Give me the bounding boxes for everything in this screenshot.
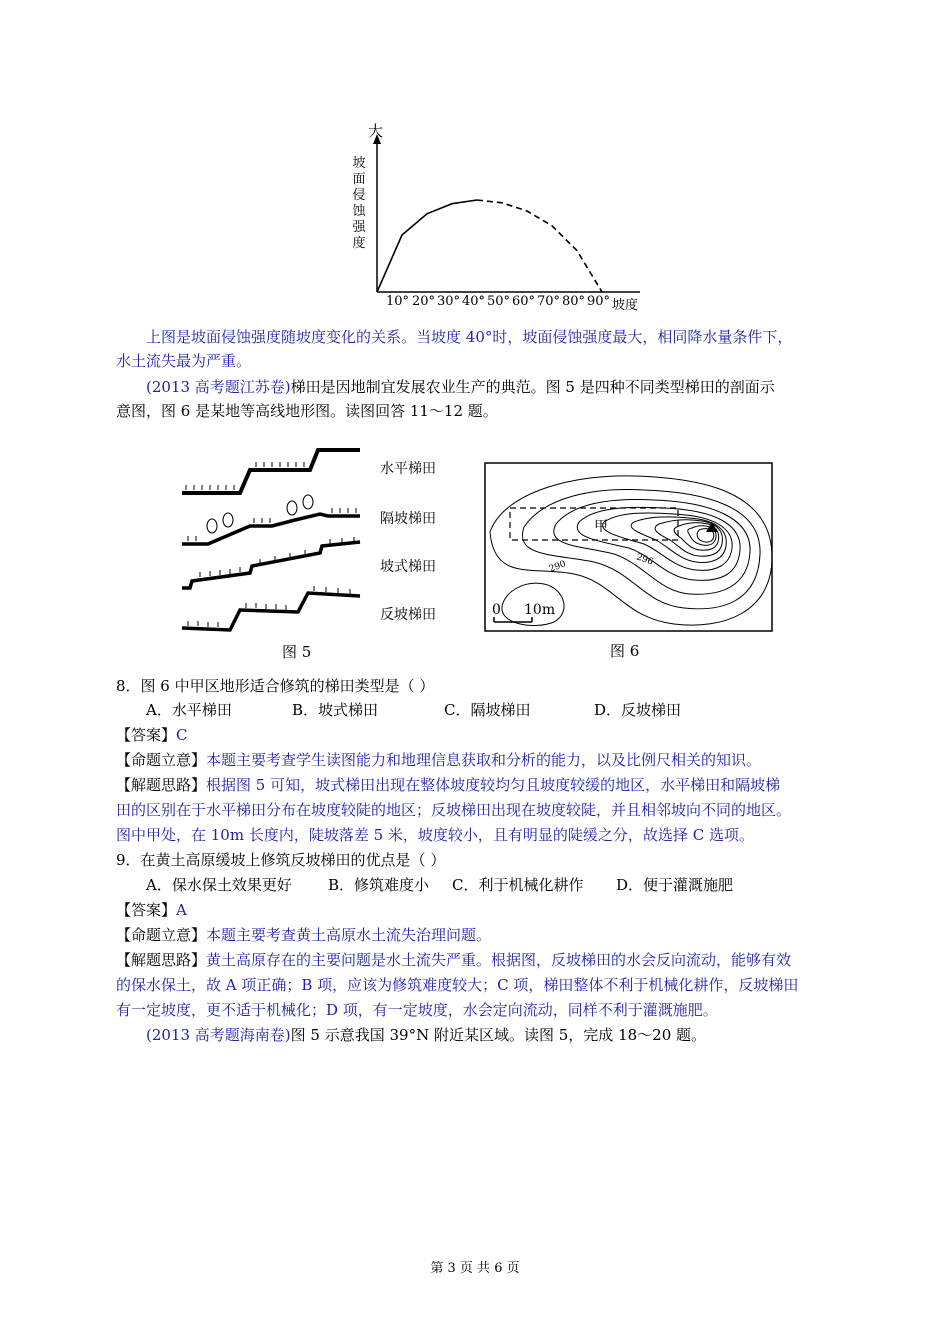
x-tick: 80° <box>562 294 586 309</box>
q8-option-a: A．水平梯田 <box>146 701 232 719</box>
q8-idea-line2: 田的区别在于水平梯田分布在坡度较陡的地区；反坡梯田出现在坡度较陡，并且相邻坡向不同的地区。 <box>116 801 792 819</box>
q8-idea-line1 <box>116 775 780 795</box>
final-intro <box>146 1025 706 1045</box>
q9-idea-line1 <box>116 950 791 970</box>
answer-tag: 【答案】 <box>116 726 177 744</box>
label-reverse-terrace: 反坡梯田 <box>380 607 436 623</box>
erosion-chart-svg <box>340 120 660 320</box>
x-ticks <box>340 294 660 314</box>
q9-option-d: D．便于灌溉施肥 <box>616 876 734 894</box>
label-level-terrace: 水平梯田 <box>380 461 436 477</box>
terrace-profiles-svg <box>180 448 380 638</box>
q8-idea-line3: 图中甲处，在 10m 长度内，陡坡落差 5 米，坡度较小，且有明显的陡缓之分，故选择 C 选项。 <box>116 826 754 844</box>
y-char: 度 <box>352 236 366 251</box>
x-tick: 20° <box>412 294 436 309</box>
q8-answer <box>116 725 188 745</box>
y-axis-label <box>350 156 368 252</box>
x-label: 坡度 <box>612 298 639 313</box>
q8-intent <box>116 750 761 770</box>
contour-label-290: 290 <box>547 559 568 575</box>
intent-tag: 【命题立意】 <box>116 751 207 769</box>
scale-10m: 10m <box>524 602 556 618</box>
intro-line2: 意图，图 6 是某地等高线地形图。读图回答 11～12 题。 <box>116 402 498 420</box>
jia-label: 甲 <box>594 519 608 535</box>
contour-label-296: 296 <box>634 552 655 568</box>
x-tick: 70° <box>537 294 561 309</box>
final-text: 图 5 示意我国 39°N 附近某区域。读图 5，完成 18～20 题。 <box>290 1026 707 1044</box>
intro-text: 梯田是因地制宜发展农业生产的典范。图 5 是四种不同类型梯田的剖面示 <box>290 378 775 396</box>
x-tick: 40° <box>462 294 486 309</box>
curve-dashed <box>477 200 602 292</box>
intent-text: 本题主要考查学生读图能力和地理信息获取和分析的能力，以及比例尺相关的知识。 <box>206 751 762 769</box>
level-terrace-profile <box>182 448 360 493</box>
idea-text: 黄土高原存在的主要问题是水土流失严重。根据图，反坡梯田的水会反向流动，能够有效 <box>206 951 792 969</box>
q9-option-a: A．保水保土效果更好 <box>146 876 292 894</box>
y-char: 强 <box>352 220 366 235</box>
q9-idea-line3: 有一定坡度，更不适于机械化；D 项，有一定坡度，水会定向流动，同样不利于灌溉施肥。 <box>116 1001 718 1019</box>
intro-line1 <box>146 377 775 397</box>
y-char: 侵 <box>352 188 366 203</box>
label-spaced-terrace: 隔坡梯田 <box>380 511 436 527</box>
figure-5-caption: 图 5 <box>282 643 312 661</box>
curve-solid <box>377 200 477 292</box>
figure-6 <box>484 462 774 667</box>
intent-text: 本题主要考查黄土高原水土流失治理问题。 <box>206 926 492 944</box>
x-tick: 60° <box>512 294 536 309</box>
q8-option-b: B．坡式梯田 <box>292 701 379 719</box>
q9-intent <box>116 925 491 945</box>
reverse-terrace-profile <box>182 586 360 630</box>
erosion-slope-chart <box>340 120 660 320</box>
answer-tag: 【答案】 <box>116 901 177 919</box>
q8-options <box>146 700 706 720</box>
para1-line1: 上图是坡面侵蚀强度随坡度变化的关系。当坡度 40°时，坡面侵蚀强度最大，相同降水量条件下， <box>146 328 793 346</box>
spaced-terrace-profile <box>182 495 360 544</box>
intro-source: (2013 高考题江苏卷) <box>146 378 291 396</box>
para1-line2: 水土流失最为严重。 <box>116 352 252 370</box>
q9-option-b: B．修筑难度小 <box>328 876 430 894</box>
x-tick: 50° <box>487 294 511 309</box>
idea-tag: 【解题思路】 <box>116 951 207 969</box>
y-char: 蚀 <box>352 204 366 219</box>
scale-zero: 0 <box>492 602 501 618</box>
page-footer: 第 3 页 共 6 页 <box>430 1261 520 1276</box>
q9-stem: 9．在黄土高原缓坡上修筑反坡梯田的优点是（ ） <box>116 851 446 869</box>
q8-option-d: D．反坡梯田 <box>594 701 682 719</box>
q9-option-c: C．利于机械化耕作 <box>452 876 584 894</box>
intent-tag: 【命题立意】 <box>116 926 207 944</box>
x-tick: 30° <box>437 294 461 309</box>
answer-value: C <box>176 726 188 744</box>
label-sloped-terrace: 坡式梯田 <box>380 559 436 575</box>
x-tick: 10° <box>386 294 410 309</box>
q8-option-c: C．隔坡梯田 <box>444 701 531 719</box>
y-char: 坡 <box>352 156 366 171</box>
idea-tag: 【解题思路】 <box>116 776 207 794</box>
figure-6-caption: 图 6 <box>610 642 640 660</box>
y-char: 面 <box>352 172 366 187</box>
final-source: (2013 高考题海南卷) <box>146 1026 291 1044</box>
q9-idea-line2: 的保水保土，故 A 项正确；B 项，应该为修筑难度较大；C 项，梯田整体不利于机械化耕作，反坡梯田 <box>116 976 799 994</box>
q8-stem: 8．图 6 中甲区地形适合修筑的梯田类型是（ ） <box>116 677 435 695</box>
q9-options <box>146 875 766 895</box>
figure-5 <box>180 448 460 663</box>
answer-value: A <box>176 901 187 919</box>
x-tick: 90° <box>587 294 611 309</box>
idea-text: 根据图 5 可知，坡式梯田出现在整体坡度较均匀且坡度较缓的地区，水平梯田和隔坡梯 <box>206 776 781 794</box>
y-label-big: 大 <box>368 122 384 140</box>
q9-answer <box>116 900 187 920</box>
